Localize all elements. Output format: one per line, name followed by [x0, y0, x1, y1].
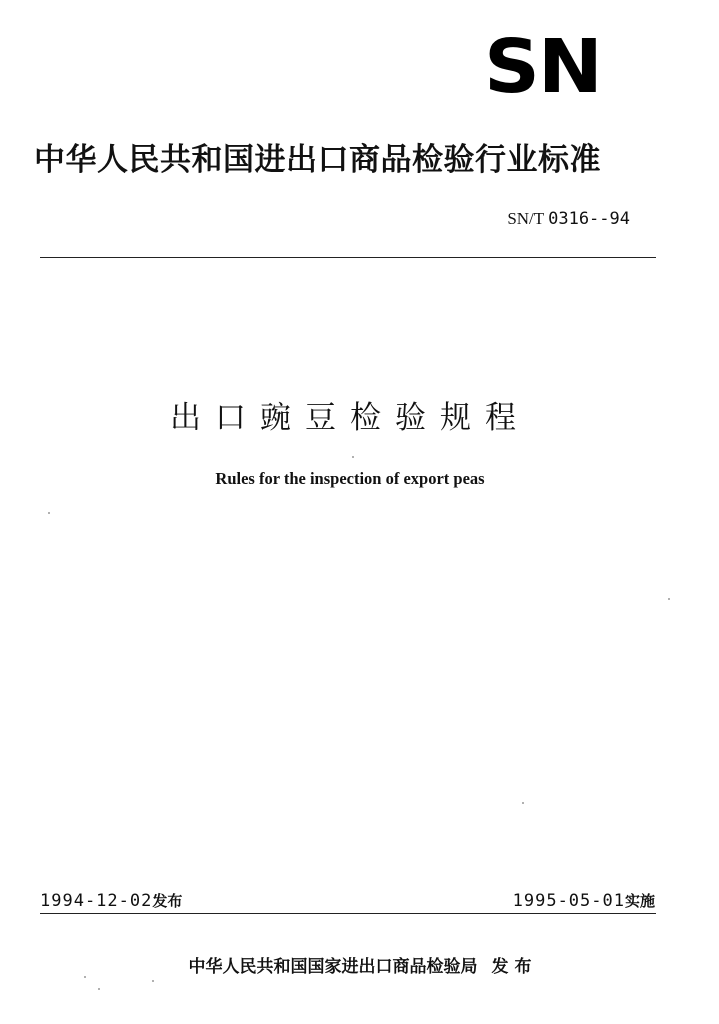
publish-label: 发布 [152, 892, 183, 910]
standard-code-prefix: SN/T [507, 209, 544, 228]
scan-speck [152, 980, 154, 982]
effective-date-line [513, 890, 655, 912]
publish-date: 1994-12-02 [40, 891, 153, 911]
issuer-action: 发 布 [491, 957, 532, 977]
scan-speck [522, 802, 524, 804]
standard-code-number: 0316--94 [548, 209, 630, 229]
standard-code [460, 208, 630, 230]
document-title-chinese: 出口豌豆检验规程 [170, 400, 530, 436]
sn-logo: SN [484, 36, 601, 98]
scan-speck [48, 512, 50, 514]
standard-category-title: 中华人民共和国进出口商品检验行业标准 [34, 142, 601, 178]
issuing-authority [140, 955, 580, 979]
issuer-name: 中华人民共和国国家进出口商品检验局 [188, 957, 478, 977]
scan-speck [98, 988, 100, 990]
footer-divider [40, 913, 656, 914]
document-title-english: Rules for the inspection of export peas [215, 469, 485, 488]
publish-date-line [40, 890, 182, 912]
scan-speck [352, 456, 354, 458]
header-divider [40, 257, 656, 258]
effective-label: 实施 [624, 892, 655, 910]
scan-speck [84, 976, 86, 978]
scan-speck [668, 598, 670, 600]
effective-date: 1995-05-01 [512, 891, 625, 911]
